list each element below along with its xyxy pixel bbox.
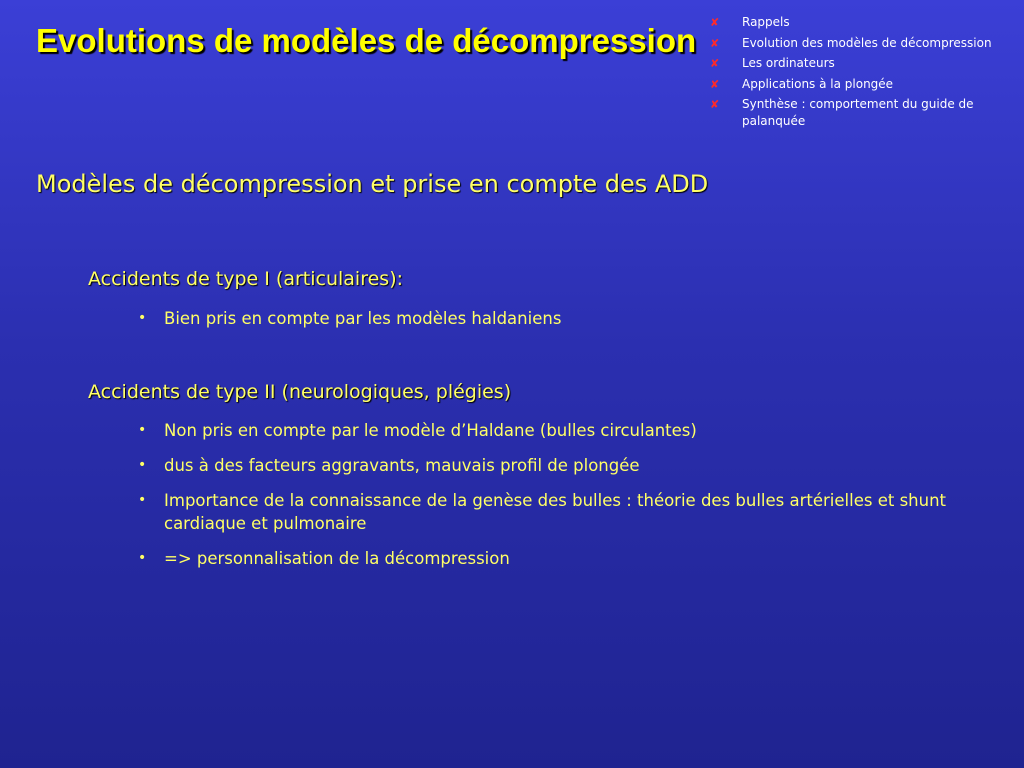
red-cross-icon: ✘ [710,36,720,50]
section-heading-type-2: Accidents de type II (neurologiques, plégies) [88,381,512,403]
bullet-list-type-1 [138,307,998,342]
bullet-dot-icon: • [138,422,147,438]
red-cross-icon: ✘ [710,16,720,29]
red-cross-icon: ✘ [710,57,720,70]
bullet-list-type-2 [138,419,998,582]
bullet-item [138,547,998,570]
outline-item-label: Applications à la plongée [742,76,894,91]
outline-item-label: Les ordinateurs [742,56,835,70]
bullet-text: Bien pris en compte par les modèles haldaniens [164,309,562,328]
slide-title: Evolutions de modèles de décompression [36,22,697,59]
bullet-item [138,489,998,535]
red-cross-icon: ✘ [710,77,720,91]
red-cross-icon: ✘ [710,98,720,111]
outline-item-label: Rappels [742,15,790,29]
bullet-text: Importance de la connaissance de la genèse des bulles : théorie des bulles artérielles et shunt cardiaque et pulmonaire [164,491,947,533]
outline-item [708,14,1018,31]
bullet-text: dus à des facteurs aggravants, mauvais profil de plongée [164,456,640,475]
bullet-dot-icon: • [138,550,147,566]
bullet-dot-icon: • [138,310,147,326]
bullet-dot-icon: • [138,492,147,508]
outline-item-label: Synthèse : comportement du guide de palanquée [742,97,974,128]
slide-subtitle: Modèles de décompression et prise en compte des ADD [36,170,709,198]
outline-item [708,55,1018,72]
outline-list [708,14,1018,134]
bullet-text: => personnalisation de la décompression [164,549,510,568]
bullet-item [138,307,998,330]
outline-item [708,76,1018,93]
bullet-dot-icon: • [138,457,147,473]
outline-item-label: Evolution des modèles de décompression [742,35,992,50]
outline-item [708,96,1018,130]
bullet-item [138,419,998,442]
section-heading-type-1: Accidents de type I (articulaires): [88,268,404,290]
outline-item [708,35,1018,52]
bullet-text: Non pris en compte par le modèle d’Haldane (bulles circulantes) [164,421,697,440]
bullet-item [138,454,998,477]
